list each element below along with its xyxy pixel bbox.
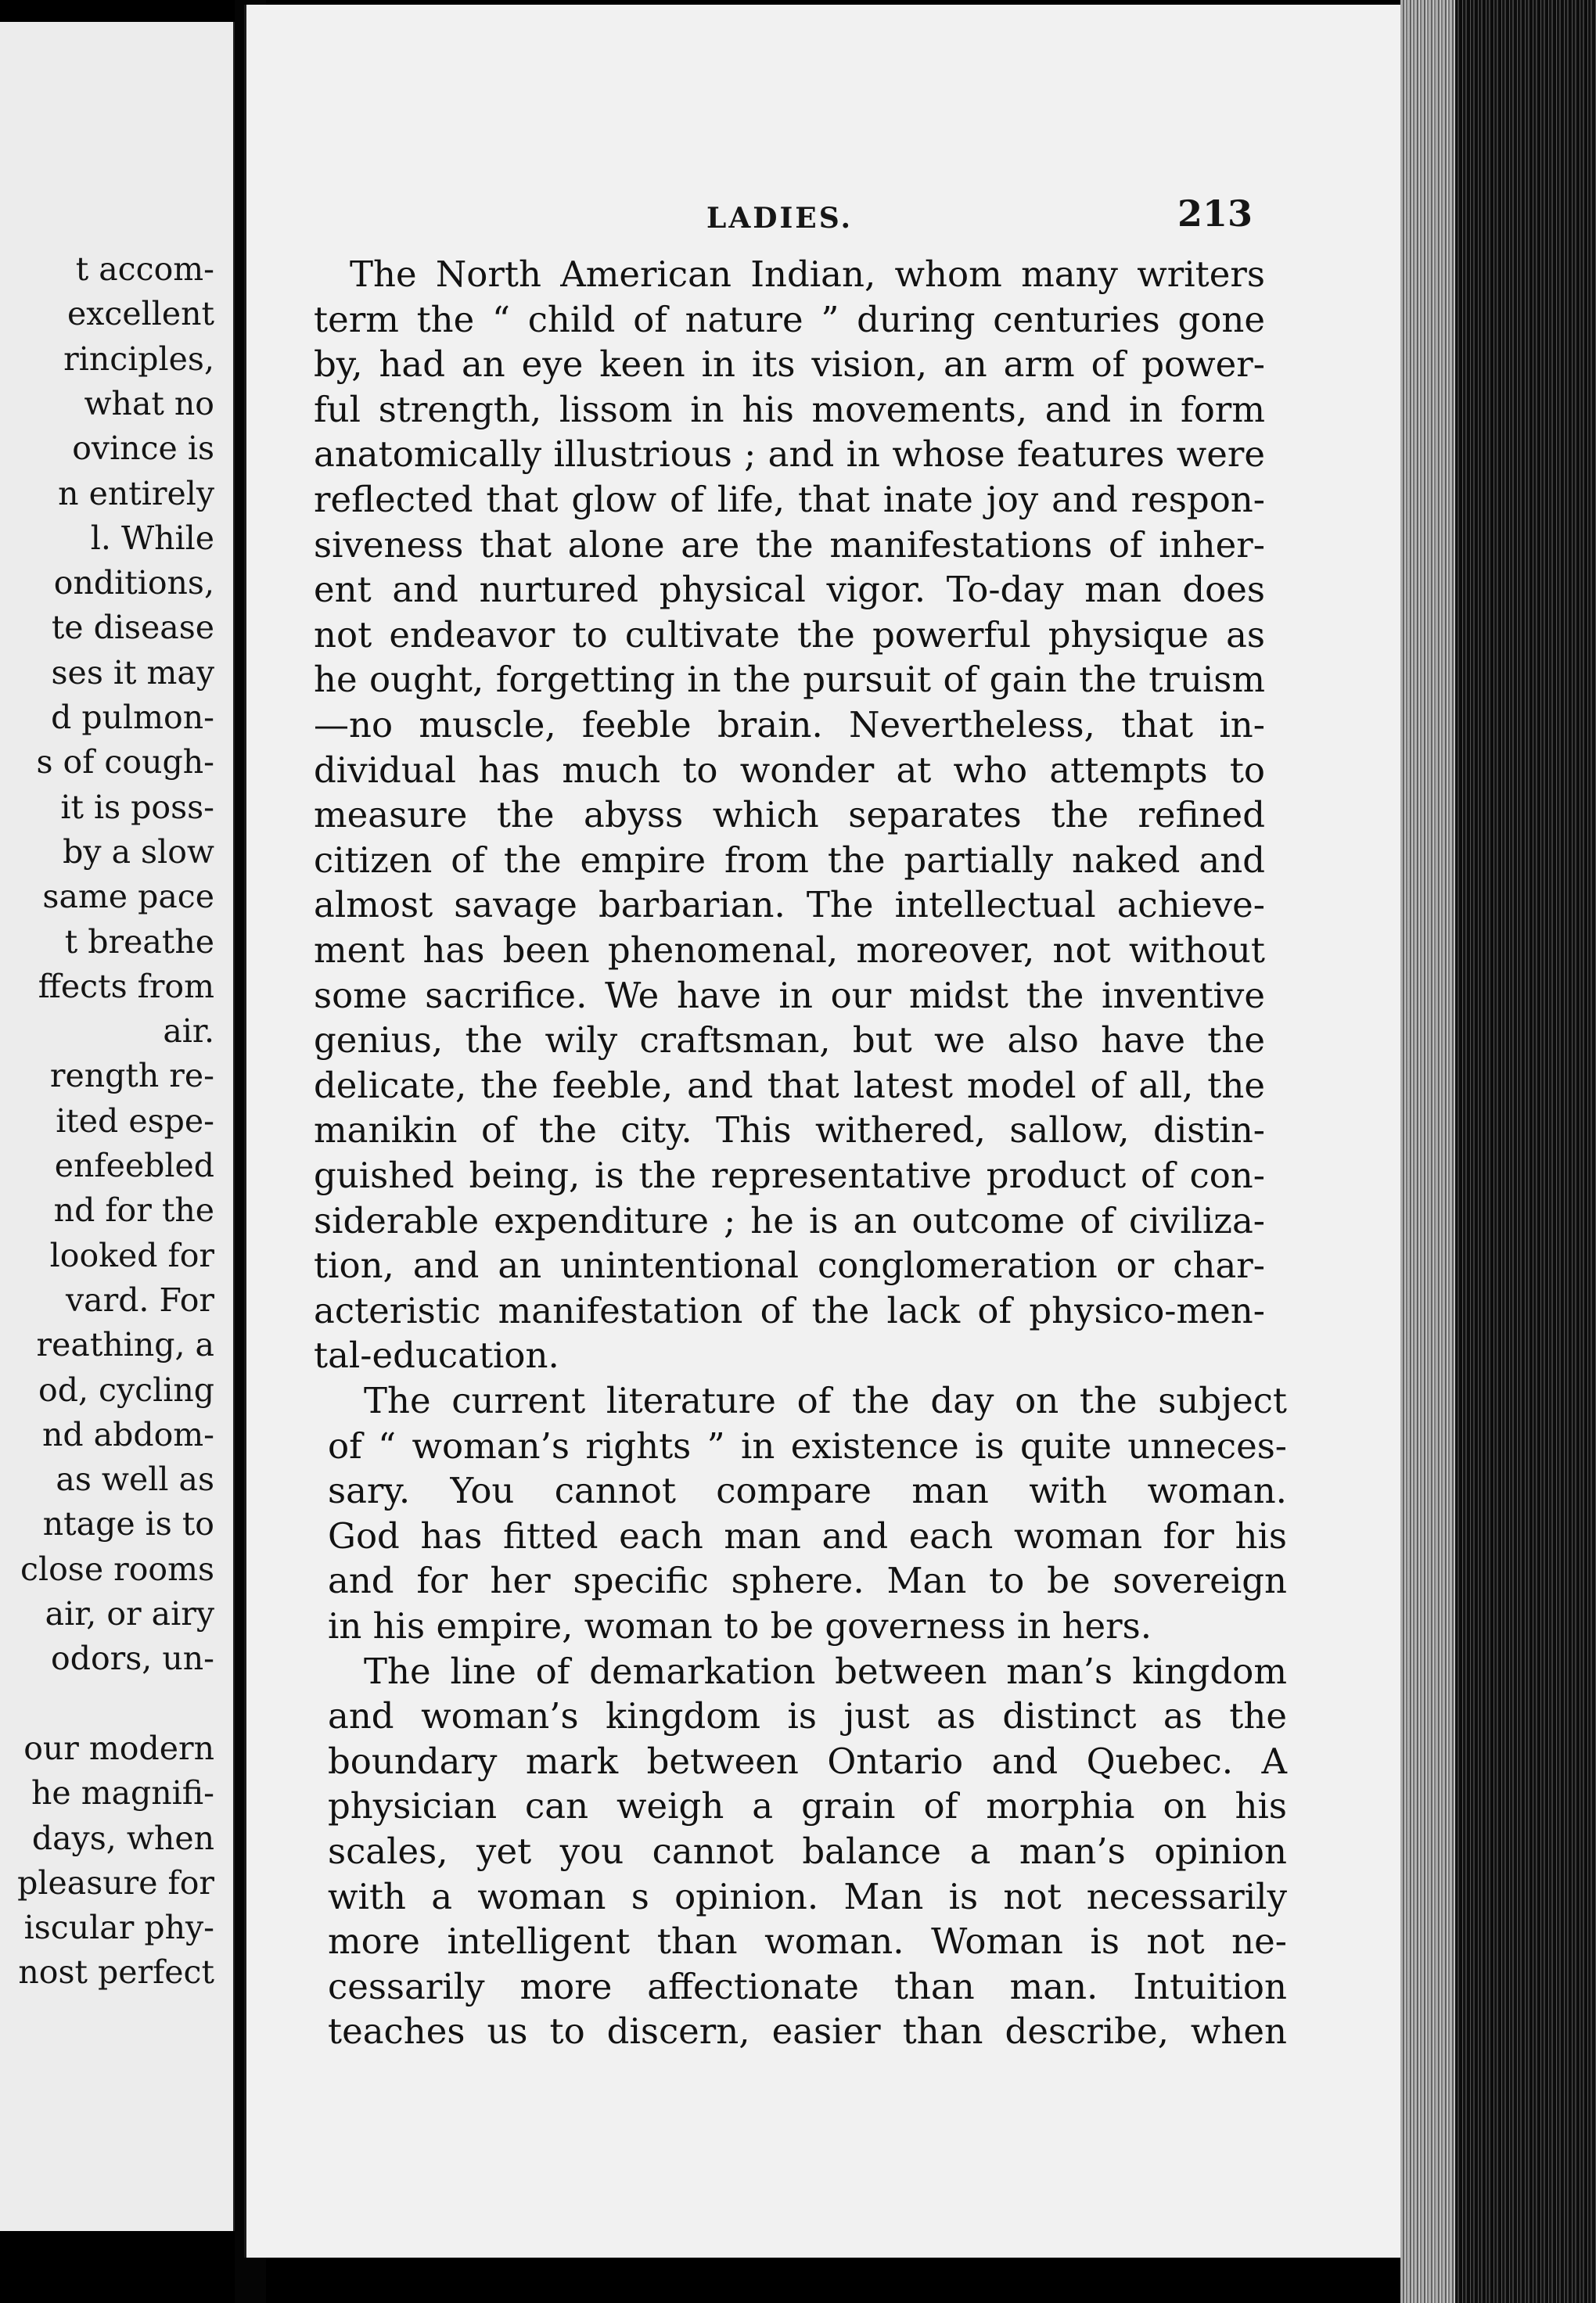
text-line: ment has been phenomenal, moreover, not without: [314, 929, 1265, 971]
text-line: he ought, forgetting in the pursuit of gain the truism: [314, 659, 1265, 701]
facing-page-line: t accom-: [75, 250, 214, 288]
facing-page-line: ited espe-: [56, 1101, 214, 1140]
text-line: anatomically illustrious ; and in whose features were: [314, 433, 1265, 476]
text-line: almost savage barbarian. The intellectual achieve-: [314, 884, 1265, 926]
facing-page-line: same pace: [42, 878, 214, 916]
text-line: tal-education.: [314, 1335, 559, 1377]
facing-page-line: rength re-: [49, 1057, 214, 1095]
facing-page-line: days, when: [31, 1819, 214, 1857]
text-line: tion, and an unintentional conglomeration or char-: [314, 1245, 1265, 1287]
running-head: LADIES.: [706, 202, 853, 235]
text-line: —no muscle, feeble brain. Nevertheless, that in-: [314, 704, 1265, 746]
text-line: some sacrifice. We have in our midst the inventive: [314, 974, 1265, 1016]
facing-page-line: nd abdom-: [41, 1415, 214, 1453]
text-line: ful strength, lissom in his movements, and in form: [314, 388, 1265, 430]
text-line: term the “ child of nature ” during centuries gone: [314, 298, 1265, 340]
text-line: siderable expenditure ; he is an outcome of civiliza-: [314, 1199, 1265, 1241]
text-line: ent and nurtured physical vigor. To-day man does: [314, 569, 1265, 611]
facing-page-line: rinciples,: [63, 340, 214, 378]
page-number: 213: [1177, 192, 1253, 235]
text-line: physician can weigh a grain of morphia on his: [328, 1785, 1287, 1827]
facing-page-line: close rooms: [20, 1550, 214, 1588]
facing-page-line: ffects from: [38, 967, 214, 1005]
text-line: citizen of the empire from the partially naked and: [314, 839, 1265, 881]
facing-page-fragment: [0, 22, 235, 2231]
text-line: delicate, the feeble, and that latest model of all, the: [314, 1064, 1265, 1106]
facing-page-line: iscular phy-: [23, 1909, 214, 1947]
text-line: acteristic manifestation of the lack of physico-men-: [314, 1289, 1265, 1331]
facing-page-line: looked for: [49, 1236, 214, 1274]
facing-page-line: enfeebled: [54, 1147, 214, 1184]
text-line: The line of demarkation between man’s kingdom: [364, 1650, 1287, 1692]
facing-page-line: nost perfect: [18, 1953, 214, 1992]
text-line: dividual has much to wonder at who attempts to: [314, 749, 1265, 791]
text-line: guished being, is the representative product of con-: [314, 1155, 1265, 1196]
facing-page-line: our modern: [23, 1729, 214, 1767]
facing-page-line: onditions,: [53, 564, 214, 602]
text-line: of “ woman’s rights ” in existence is quite unneces-: [328, 1425, 1287, 1467]
text-line: more intelligent than woman. Woman is not ne-: [328, 1920, 1287, 1963]
text-line: scales, yet you cannot balance a man’s opinion: [328, 1831, 1287, 1872]
facing-page-line: as well as: [56, 1460, 214, 1499]
text-line: manikin of the city. This withered, sallow, distin-: [314, 1109, 1265, 1152]
text-line: and woman’s kingdom is just as distinct as the: [328, 1695, 1287, 1737]
text-line: reflected that glow of life, that inate joy and respon-: [314, 479, 1265, 520]
facing-page-line: ovince is: [72, 429, 214, 468]
facing-page-line: he magnifi-: [31, 1774, 214, 1813]
text-line: not endeavor to cultivate the powerful physique as: [314, 613, 1265, 656]
facing-page-line: what no: [84, 384, 214, 422]
facing-page-line: ses it may: [51, 653, 214, 692]
text-line: in his empire, woman to be governess in hers.: [328, 1605, 1152, 1647]
text-line: by, had an eye keen in its vision, an arm of power-: [314, 343, 1265, 386]
text-line: measure the abyss which separates the refined: [314, 794, 1265, 836]
facing-page-line: excellent: [67, 295, 214, 333]
facing-page-line: s of cough-: [36, 743, 214, 781]
text-line: teaches us to discern, easier than describe, when: [328, 2010, 1287, 2053]
facing-page-line: d pulmon-: [51, 699, 214, 736]
book-page: [244, 5, 1420, 2258]
text-line: God has fitted each man and each woman for his: [328, 1514, 1287, 1557]
text-line: The current literature of the day on the subject: [364, 1380, 1287, 1421]
facing-page-line: ntage is to: [42, 1505, 214, 1543]
facing-page-line: vard. For: [65, 1281, 214, 1319]
facing-page-line: air.: [163, 1012, 214, 1051]
facing-page-line: l. While: [90, 519, 214, 557]
text-line: genius, the wily craftsman, but we also have the: [314, 1019, 1265, 1062]
facing-page-line: air, or airy: [45, 1595, 214, 1633]
facing-page-line: nd for the: [53, 1191, 214, 1230]
text-line: with a woman s opinion. Man is not necessarily: [328, 1875, 1287, 1917]
facing-page-line: by a slow: [63, 832, 214, 871]
facing-page-line: odors, un-: [51, 1640, 214, 1678]
text-line: sary. You cannot compare man with woman.: [328, 1470, 1287, 1512]
facing-page-line: reathing, a: [36, 1326, 214, 1364]
text-line: The North American Indian, whom many writers: [350, 253, 1265, 295]
text-line: siveness that alone are the manifestations of inher-: [314, 523, 1265, 566]
book-page-edges-highlight: [1400, 0, 1455, 2303]
text-line: boundary mark between Ontario and Quebec. A: [328, 1740, 1287, 1782]
facing-page-line: pleasure for: [17, 1863, 214, 1902]
text-line: and for her specific sphere. Man to be sovereign: [328, 1560, 1287, 1602]
facing-page-line: te disease: [51, 609, 214, 647]
facing-page-line: n entirely: [58, 474, 214, 512]
facing-page-line: t breathe: [64, 922, 214, 961]
text-line: cessarily more affectionate than man. Intuition: [328, 1965, 1287, 2007]
facing-page-line: od, cycling: [38, 1371, 214, 1409]
facing-page-line: it is poss-: [60, 788, 214, 826]
